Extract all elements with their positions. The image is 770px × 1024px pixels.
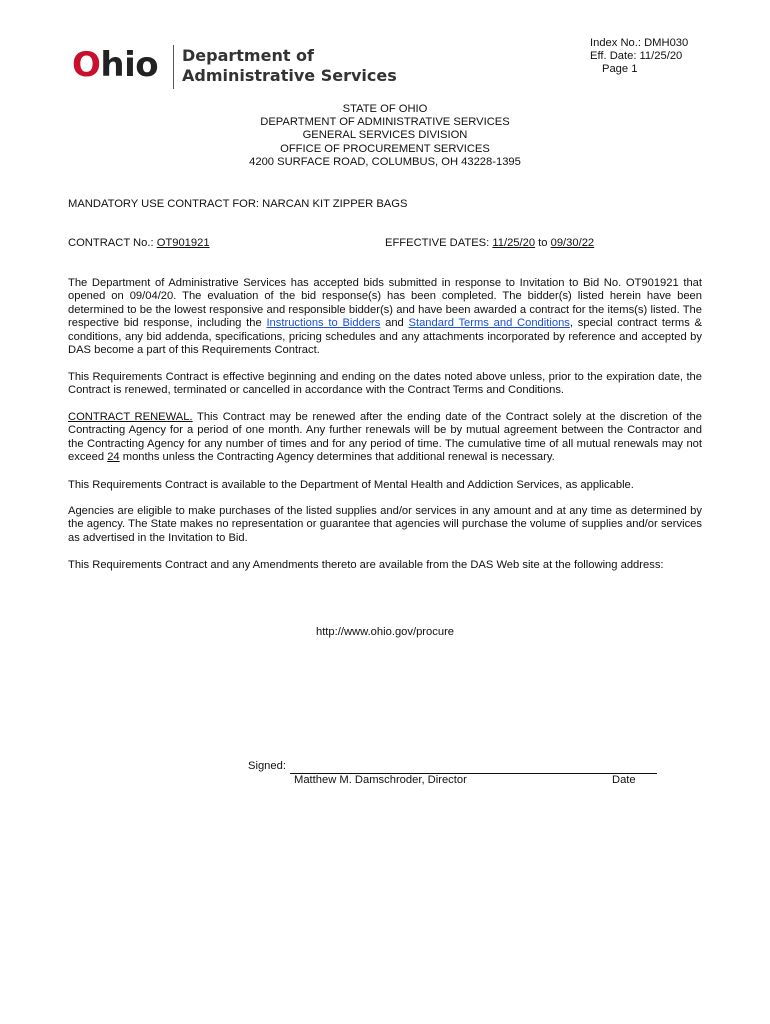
mandatory-use-heading: MANDATORY USE CONTRACT FOR: NARCAN KIT ZIPPER BAGS <box>68 198 408 210</box>
address-block <box>180 103 590 169</box>
paragraph-text: and <box>380 317 409 330</box>
signature-date-label: Date <box>612 774 636 786</box>
ohio-wordmark-o: O <box>72 45 101 85</box>
logo-dept-line1: Department of <box>182 46 315 65</box>
ohio-wordmark <box>72 44 158 86</box>
contract-number <box>68 237 210 249</box>
renewal-months: 24 <box>107 451 120 464</box>
contract-number-value: OT901921 <box>156 237 210 249</box>
instructions-to-bidders-link[interactable]: Instructions to Bidders <box>266 317 381 330</box>
effective-end-date: 09/30/22 <box>550 237 595 249</box>
paragraph-text: This Contract may be renewed after the ending date of the Contract solely at the discretion of the Contracting Agency for a period of one month. Any further renewals will be by mutual agreement between the Contractor and the Contracting Agency for any number of times and for any period of time. The cumulative time of all mutual renewals may not exceed <box>68 411 702 464</box>
page-number: Page 1 <box>602 63 638 75</box>
address-line: 4200 SURFACE ROAD, COLUMBUS, OH 43228-1395 <box>249 155 521 168</box>
paragraph-effective: This Requirements Contract is effective beginning and ending on the dates noted above unless, prior to the expiration date, the Contract is renewed, terminated or cancelled in accordance with the Contract Terms and Conditions. <box>68 371 702 397</box>
paragraph-eligibility: Agencies are eligible to make purchases of the listed supplies and/or services in any amount and at any time as determined by the agency. The State makes no representation or guarantee that agencies will purchase the volume of supplies and/or services as advertised in the Invitation to Bid. <box>68 505 702 544</box>
logo-divider <box>173 45 174 89</box>
standard-terms-link[interactable]: Standard Terms and Conditions <box>408 317 570 330</box>
procurement-url: http://www.ohio.gov/procure <box>315 626 455 638</box>
ohio-wordmark-rest: hio <box>100 45 159 85</box>
paragraph-text: months unless the Contracting Agency determines that additional renewal is necessary. <box>119 451 555 464</box>
paragraph-website: This Requirements Contract and any Amendments thereto are available from the DAS Web site at the following address: <box>68 559 664 571</box>
effective-dates <box>385 237 594 249</box>
index-block <box>590 37 700 76</box>
effective-dates-label: EFFECTIVE DATES: <box>385 237 493 249</box>
effective-date: Eff. Date: 11/25/20 <box>590 50 683 62</box>
ohio-das-logo <box>72 44 397 90</box>
address-line: GENERAL SERVICES DIVISION <box>302 129 468 142</box>
paragraph-availability: This Requirements Contract is available to the Department of Mental Health and Addiction Services, as applicable. <box>68 479 634 491</box>
logo-department-name <box>182 46 397 86</box>
effective-start-date: 11/25/20 <box>492 237 536 249</box>
logo-dept-line2: Administrative Services <box>182 66 397 85</box>
renewal-heading: CONTRACT RENEWAL. <box>68 411 193 423</box>
signed-label: Signed: <box>248 760 286 772</box>
paragraph-text: , special contract terms & conditions, any bid addenda, specifications, pricing schedules and any attachments incorporated by reference and accepted by DAS become a part of this Requirements Contract. <box>68 317 702 357</box>
signer-name: Matthew M. Damschroder, Director <box>294 774 467 786</box>
address-line: DEPARTMENT OF ADMINISTRATIVE SERVICES <box>260 116 510 129</box>
paragraph-text: The Department of Administrative Services has accepted bids submitted in response to Invitation to Bid No. OT901921 that opened on 09/04/20. The evaluation of the bid response(s) has been completed. The bidder(s) listed herein have been determined to be the lowest responsive and responsible bidder(s) and have been awarded a contract for the items(s) listed. The respective bid response, including the <box>68 277 702 330</box>
effective-dates-to: to <box>535 237 551 249</box>
address-line: STATE OF OHIO <box>342 103 428 115</box>
paragraph-renewal <box>68 411 702 465</box>
index-number: Index No.: DMH030 <box>590 37 689 49</box>
address-line: OFFICE OF PROCUREMENT SERVICES <box>280 142 490 155</box>
paragraph-award <box>68 277 702 357</box>
contract-number-label: CONTRACT No.: <box>68 237 157 249</box>
